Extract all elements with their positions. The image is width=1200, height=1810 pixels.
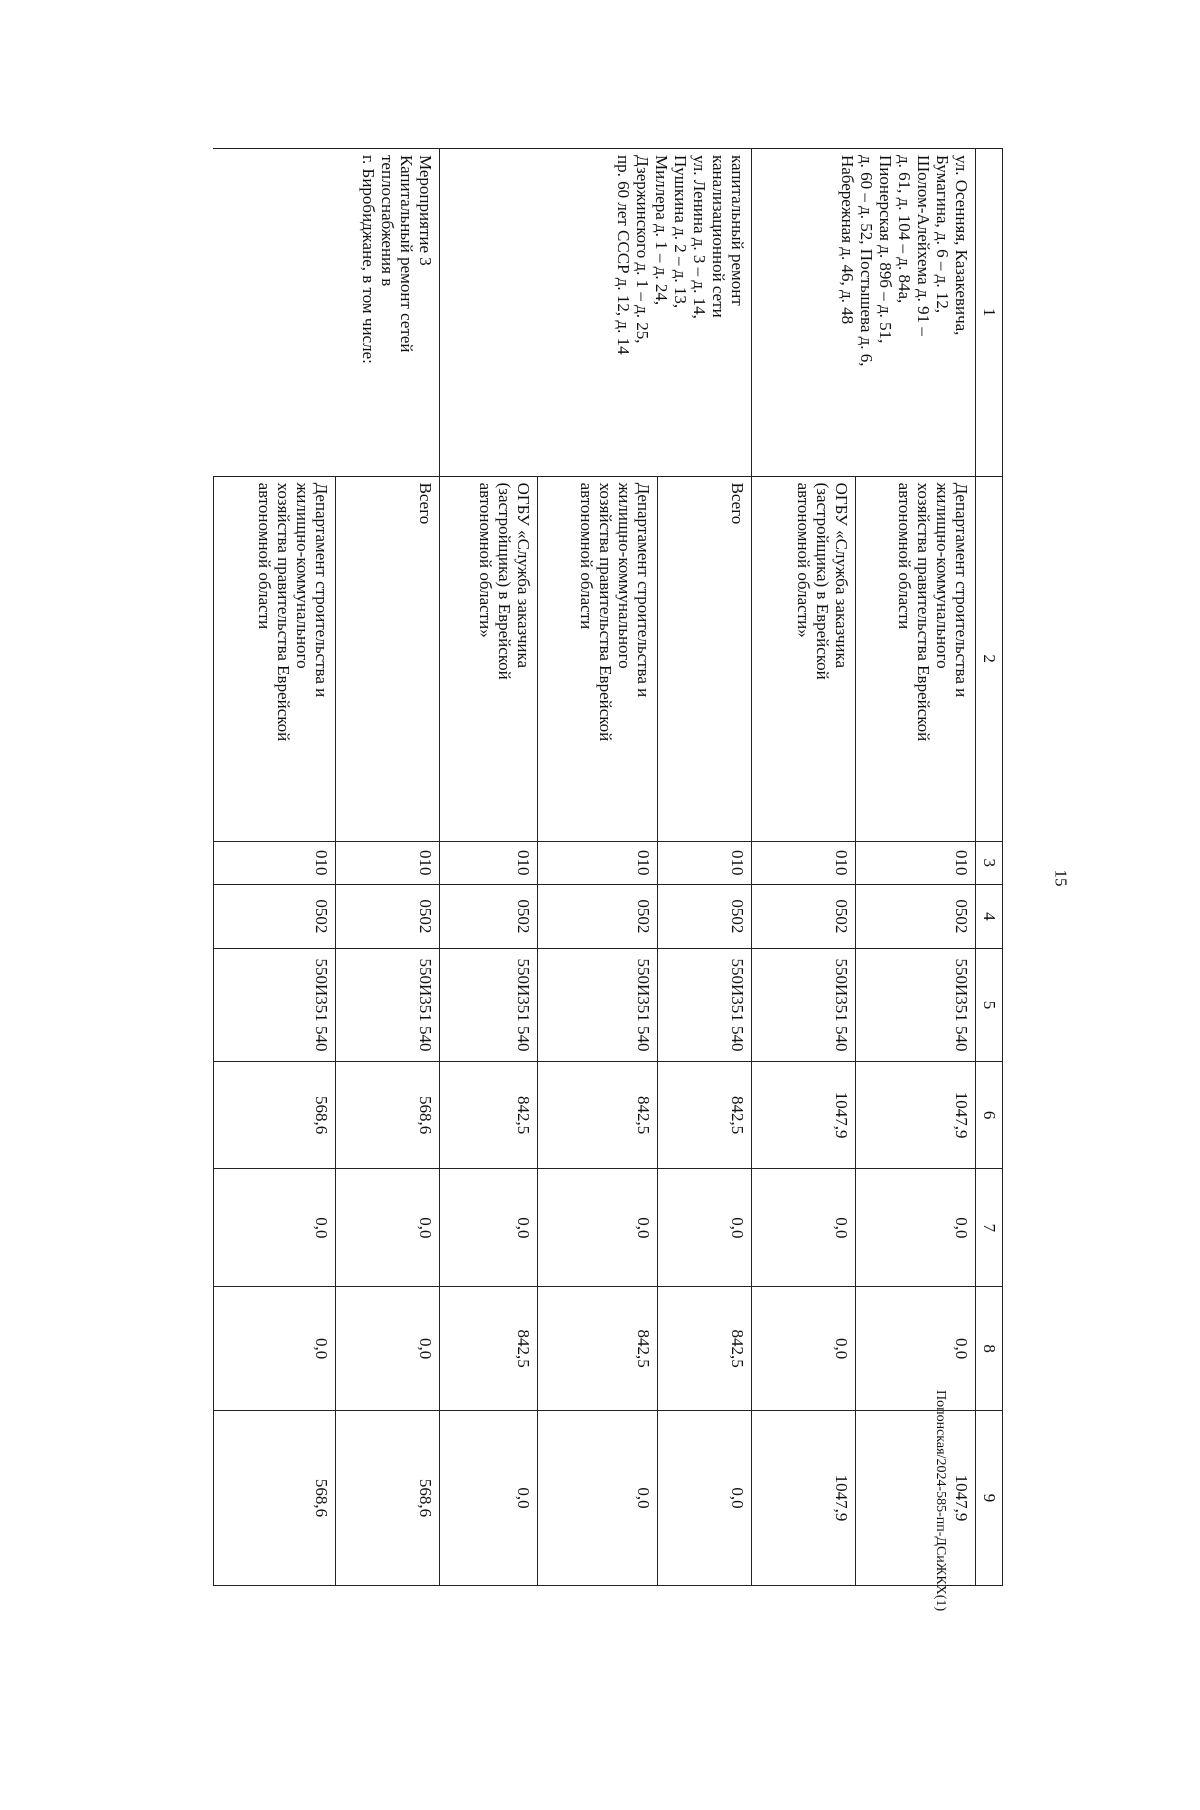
table-row [336,149,440,1586]
value-cell: 842,5 [538,1061,658,1168]
table-row [658,149,752,1586]
code-target-cell: 550И351 540 [538,949,658,1062]
executor-cell: Всего [658,476,752,841]
header-cell: 6 [976,1061,1003,1168]
code-section-cell: 0502 [538,884,658,948]
value-cell: 842,5 [440,1061,538,1168]
code-section-cell: 0502 [336,884,440,948]
value-cell: 568,6 [214,1410,336,1585]
value-cell: 0,0 [856,1169,976,1287]
value-cell: 0,0 [440,1169,538,1287]
executor-cell: ОГБУ «Служба заказчика (застройщика) в Еврейской автономной области» [752,476,856,841]
code-grbs-cell: 010 [214,841,336,884]
value-cell: 0,0 [214,1169,336,1287]
value-cell: 1047,9 [752,1410,856,1585]
value-cell: 842,5 [658,1061,752,1168]
value-cell: 1047,9 [752,1061,856,1168]
header-cell: 7 [976,1169,1003,1287]
code-target-cell: 550И351 540 [856,949,976,1062]
value-cell: 0,0 [658,1169,752,1287]
executor-cell: Департамент строительства и жилищно-коммунального хозяйства правительства Еврейской автономной области [538,476,658,841]
value-cell: 842,5 [538,1287,658,1411]
code-target-cell: 550И351 540 [658,949,752,1062]
rotated-table-container [213,148,1003,1586]
value-cell: 0,0 [538,1169,658,1287]
value-cell: 0,0 [856,1287,976,1411]
value-cell: 568,6 [336,1061,440,1168]
header-cell: 3 [976,841,1003,884]
description-cell: капитальный ремонт канализационной сети ул. Ленина д. 3 – д. 14, Пушкина д. 2 – д. 13, Миллера д. 1 – д. 24, Дзержинского д. 1 – д. 25, пр. 60 лет СССР д. 12, д. 14 [440,149,752,477]
executor-cell: ОГБУ «Служба заказчика (застройщика) в Еврейской автономной области» [440,476,538,841]
value-cell: 1047,9 [856,1061,976,1168]
code-target-cell: 550И351 540 [336,949,440,1062]
code-section-cell: 0502 [214,884,336,948]
value-cell: 0,0 [538,1410,658,1585]
header-cell: 1 [976,149,1003,477]
value-cell: 0,0 [440,1410,538,1585]
code-grbs-cell: 010 [336,841,440,884]
value-cell: 0,0 [752,1287,856,1411]
code-target-cell: 550И351 540 [214,949,336,1062]
code-grbs-cell: 010 [440,841,538,884]
value-cell: 0,0 [214,1287,336,1411]
value-cell: 1047,9 [856,1410,976,1585]
header-cell: 9 [976,1410,1003,1585]
description-cell: Мероприятие 3 Капитальный ремонт сетей теплоснабжения в г. Биробиджане, в том числе: [214,149,440,477]
value-cell: 0,0 [658,1410,752,1585]
code-grbs-cell: 010 [658,841,752,884]
executor-cell: Департамент строительства и жилищно-коммунального хозяйства правительства Еврейской автономной области [856,476,976,841]
code-target-cell: 550И351 540 [440,949,538,1062]
header-cell: 5 [976,949,1003,1062]
header-cell: 2 [976,476,1003,841]
table-row [856,149,976,1586]
document-code: Попонская/2024-585-пп-ДСиЖКХ(1) [933,1390,948,1612]
value-cell: 568,6 [214,1061,336,1168]
header-row [976,149,1003,1586]
code-section-cell: 0502 [752,884,856,948]
header-cell: 8 [976,1287,1003,1411]
value-cell: 568,6 [336,1410,440,1585]
code-section-cell: 0502 [440,884,538,948]
value-cell: 0,0 [336,1287,440,1411]
executor-cell: Департамент строительства и жилищно-коммунального хозяйства правительства Еврейской автономной области [214,476,336,841]
executor-cell: Всего [336,476,440,841]
budget-table [213,148,1003,1586]
description-cell: ул. Осенняя, Казакевича, Бумагина, д. 6 – д. 12, Шолом-Алейхема д. 91 – д. 61, д. 104 – д. 84а, Пионерская д. 89б – д. 51, д. 60 – д. 52, Постышева д. 6, Набережная д. 46, д. 48 [752,149,976,477]
code-section-cell: 0502 [658,884,752,948]
value-cell: 0,0 [336,1169,440,1287]
value-cell: 842,5 [440,1287,538,1411]
value-cell: 0,0 [752,1169,856,1287]
code-grbs-cell: 010 [538,841,658,884]
value-cell: 842,5 [658,1287,752,1411]
code-section-cell: 0502 [856,884,976,948]
header-cell: 4 [976,884,1003,948]
code-grbs-cell: 010 [856,841,976,884]
code-grbs-cell: 010 [752,841,856,884]
page-number: 15 [1051,869,1071,887]
code-target-cell: 550И351 540 [752,949,856,1062]
